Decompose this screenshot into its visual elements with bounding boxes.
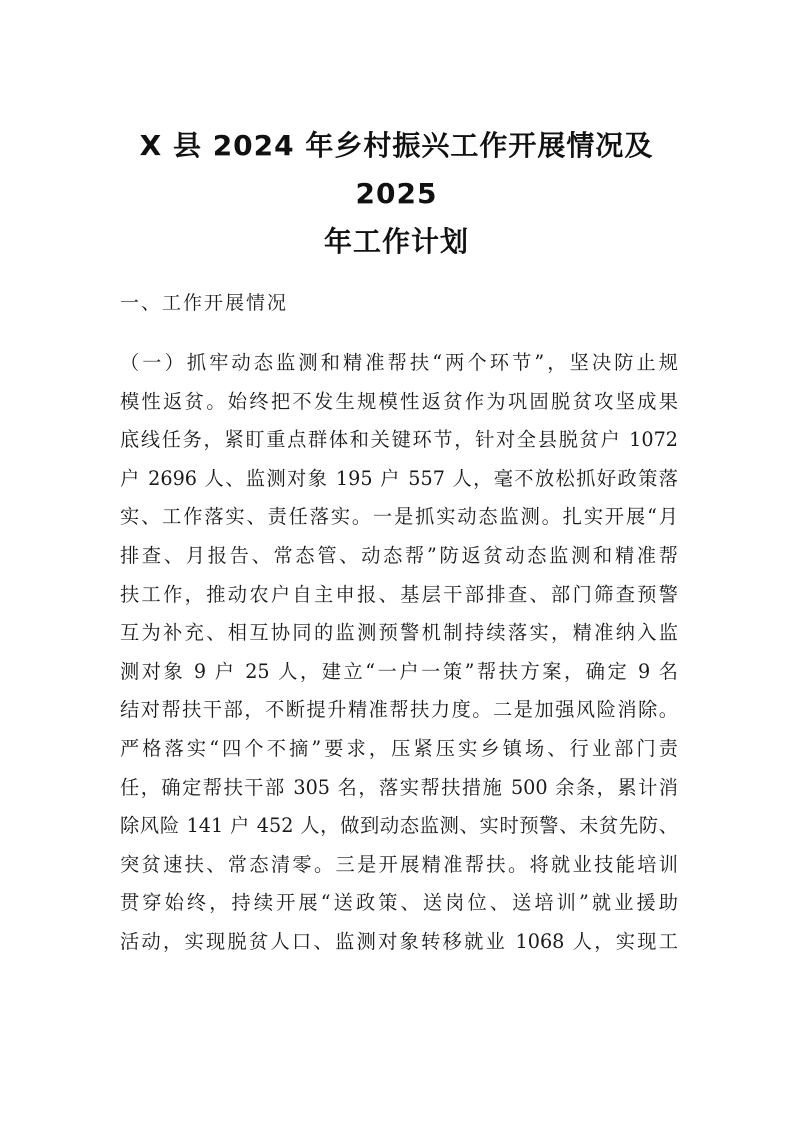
document-title (100, 122, 693, 266)
body-paragraph (120, 344, 678, 962)
paragraph-line: 任，确定帮扶干部 305 名，落实帮扶措施 500 余条，累计消 (120, 775, 678, 799)
title-line-1: X 县 2024 年乡村振兴工作开展情况及 2025 (139, 129, 654, 210)
paragraph-line: 结对帮扶干部，不断提升精准帮扶力度。二是加强风险消除。 (120, 698, 678, 722)
section-heading: 一、工作开展情况 (120, 292, 289, 314)
paragraph-line: 户 2696 人、监测对象 195 户 557 人，毫不放松抓好政策落 (120, 466, 678, 490)
paragraph-line: 严格落实“四个不摘”要求，压紧压实乡镇场、行业部门责 (120, 736, 678, 760)
paragraph-line: 实、工作落实、责任落实。一是抓实动态监测。扎实开展“月 (120, 505, 678, 529)
paragraph-line: 底线任务，紧盯重点群体和关键环节，针对全县脱贫户 1072 (120, 428, 678, 452)
paragraph-line: 测对象 9 户 25 人，建立“一户一策”帮扶方案，确定 9 名 (120, 659, 678, 683)
paragraph-line: 活动，实现脱贫人口、监测对象转移就业 1068 人，实现工 (120, 929, 678, 953)
paragraph-line: 贯穿始终，持续开展“送政策、送岗位、送培训”就业援助 (120, 891, 678, 915)
title-line-2: 年工作计划 (323, 225, 469, 258)
paragraph-line: 除风险 141 户 452 人，做到动态监测、实时预警、未贫先防、 (120, 814, 678, 838)
paragraph-line: 扶工作，推动农户自主申报、基层干部排查、部门筛查预警 (120, 582, 678, 606)
paragraph-line: 互为补充、相互协同的监测预警机制持续落实，精准纳入监 (120, 621, 678, 645)
paragraph-line: 突贫速扶、常态清零。三是开展精准帮扶。将就业技能培训 (120, 852, 678, 876)
paragraph-line: 模性返贫。始终把不发生规模性返贫作为巩固脱贫攻坚成果 (120, 389, 678, 413)
paragraph-line: （一）抓牢动态监测和精准帮扶“两个环节”，坚决防止规 (120, 351, 678, 374)
paragraph-line: 排查、月报告、常态管、动态帮”防返贫动态监测和精准帮 (120, 543, 678, 567)
